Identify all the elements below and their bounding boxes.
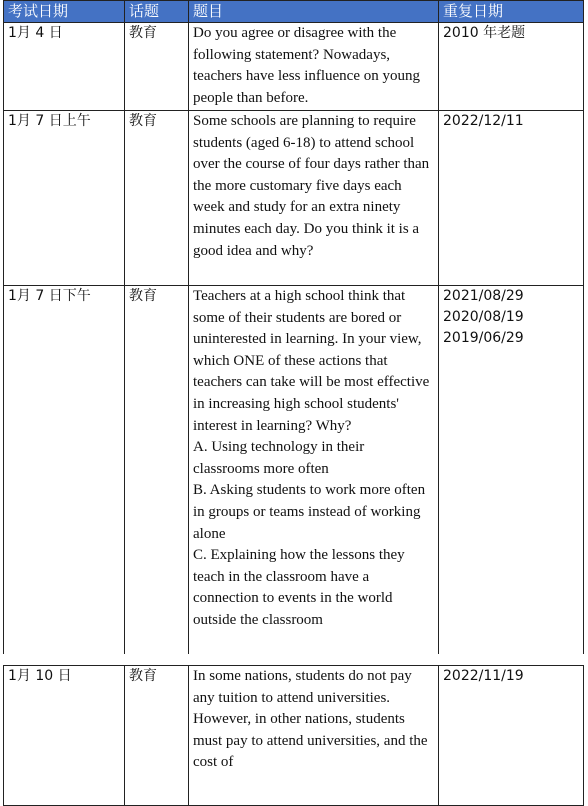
cell-question: In some nations, students do not pay any tuition to attend universities. However, in other nations, students must pay to attend universities, and the cost of xyxy=(189,666,439,806)
repeat-date: 2020/08/19 xyxy=(443,309,524,325)
question-text: Teachers at a high school think that some of their students are bored or uninterested in learning. In your view, which ONE of these actions that teachers can take will be most effective in increasing high school students' interest in learning? Why? xyxy=(193,288,430,434)
cell-topic: 教育 xyxy=(125,666,189,806)
header-exam-date: 考试日期 xyxy=(4,1,125,23)
page-break-gap xyxy=(0,654,588,665)
exam-topics-table xyxy=(3,0,584,658)
table-row xyxy=(4,666,584,806)
cell-exam-date: 1月 7 日下午 xyxy=(4,286,125,658)
cell-repeat-date xyxy=(439,666,584,806)
repeat-date: 2022/12/11 xyxy=(443,113,524,129)
option-a: A. Using technology in their classrooms more often xyxy=(193,439,365,477)
exam-topics-table-continued xyxy=(3,665,584,806)
cell-exam-date: 1月 4 日 xyxy=(4,23,125,111)
cell-question: Do you agree or disagree with the following statement? Nowadays, teachers have less influence on young people than before. xyxy=(189,23,439,111)
table-row xyxy=(4,111,584,286)
cell-topic: 教育 xyxy=(125,286,189,658)
repeat-date: 2019/06/29 xyxy=(443,330,524,346)
cell-exam-date: 1月 7 日上午 xyxy=(4,111,125,286)
cell-topic: 教育 xyxy=(125,23,189,111)
table-header-row xyxy=(4,1,584,23)
cell-question: Some schools are planning to require students (aged 6-18) to attend school over the course of four days rather than the more customary five days each week and study for an extra ninety minutes each day. Do you think it is a good idea and why? xyxy=(189,111,439,286)
cell-repeat-date xyxy=(439,23,584,111)
header-repeat-date: 重复日期 xyxy=(439,1,584,23)
repeat-date: 2021/08/29 xyxy=(443,288,524,304)
table-row xyxy=(4,286,584,658)
repeat-date: 2010 年老题 xyxy=(443,25,526,41)
header-topic: 话题 xyxy=(125,1,189,23)
cell-repeat-date xyxy=(439,286,584,658)
table-row xyxy=(4,23,584,111)
header-question: 题目 xyxy=(189,1,439,23)
cell-topic: 教育 xyxy=(125,111,189,286)
cell-repeat-date xyxy=(439,111,584,286)
cell-question xyxy=(189,286,439,658)
repeat-date: 2022/11/19 xyxy=(443,668,524,684)
option-b: B. Asking students to work more often in groups or teams instead of working alone xyxy=(193,482,426,542)
cell-exam-date: 1月 10 日 xyxy=(4,666,125,806)
option-c: C. Explaining how the lessons they teach in the classroom have a connection to events in the world outside the classroom xyxy=(193,547,405,628)
